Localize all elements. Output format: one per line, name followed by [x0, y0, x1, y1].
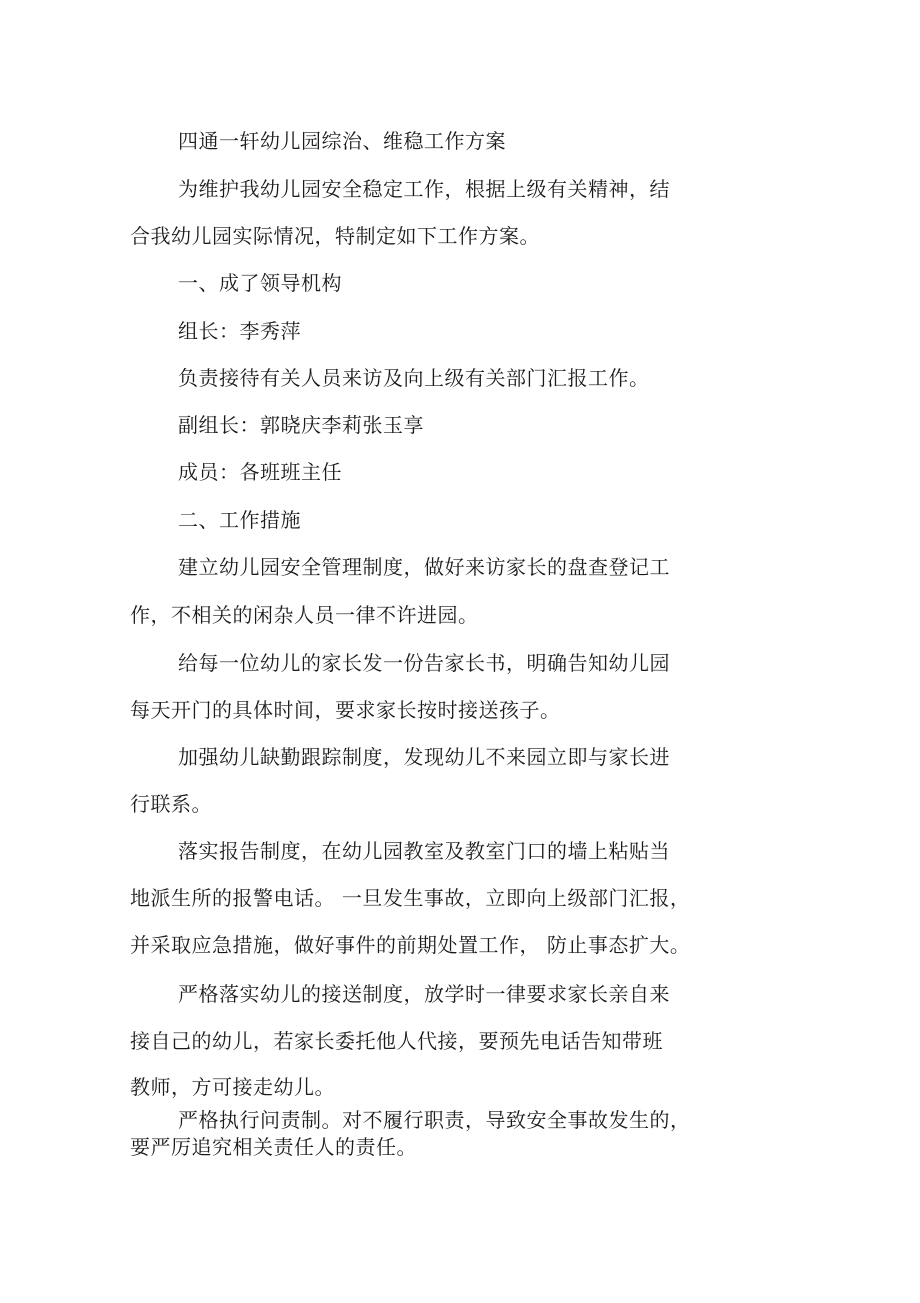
paragraph-line: 每天开门的具体时间，要求家长按时接送孩子。	[130, 698, 561, 722]
section-heading: 二、工作措施	[178, 508, 301, 532]
paragraph-line: 要严厉追究相关责任人的责任。	[130, 1135, 417, 1159]
paragraph-line: 作，不相关的闲杂人员一律不许进园。	[130, 603, 479, 627]
paragraph-line: 成员：各班班主任	[178, 460, 342, 484]
section-heading: 一、成了领导机构	[178, 271, 342, 295]
paragraph-line: 严格落实幼儿的接送制度，放学时一律要求家长亲自来	[178, 982, 670, 1006]
paragraph-line: 地派生所的报警电话。 一旦发生事故，立即向上级部门汇报，	[130, 886, 691, 910]
paragraph-line: 建立幼儿园安全管理制度，做好来访家长的盘查登记工	[178, 555, 670, 579]
paragraph-line: 负责接待有关人员来访及向上级有关部门汇报工作。	[178, 366, 650, 390]
paragraph-line: 严格执行问责制。对不履行职责，导致安全事故发生的，	[178, 1108, 691, 1132]
paragraph-line: 接自己的幼儿，若家长委托他人代接，要预先电话告知带班	[130, 1029, 663, 1053]
paragraph-line: 副组长：郭晓庆李莉张玉享	[178, 413, 424, 437]
paragraph-line: 组长：李秀萍	[178, 319, 301, 343]
document-title: 四通一轩幼儿园综治、维稳工作方案	[178, 129, 506, 153]
paragraph-line: 加强幼儿缺勤跟踪制度，发现幼儿不来园立即与家长进	[178, 745, 670, 769]
paragraph-line: 并采取应急措施，做好事件的前期处置工作， 防止事态扩大。	[130, 933, 691, 957]
paragraph-line: 给每一位幼儿的家长发一份告家长书，明确告知幼儿园	[178, 651, 670, 675]
paragraph-line: 教师，方可接走幼儿。	[130, 1075, 335, 1099]
paragraph-line: 落实报告制度，在幼儿园教室及教室门口的墙上粘贴当	[178, 839, 670, 863]
paragraph-line: 合我幼儿园实际情况，特制定如下工作方案。	[130, 224, 540, 248]
paragraph-line: 行联系。	[130, 792, 212, 816]
paragraph-line: 为维护我幼儿园安全稳定工作，根据上级有关精神，结	[178, 177, 670, 201]
